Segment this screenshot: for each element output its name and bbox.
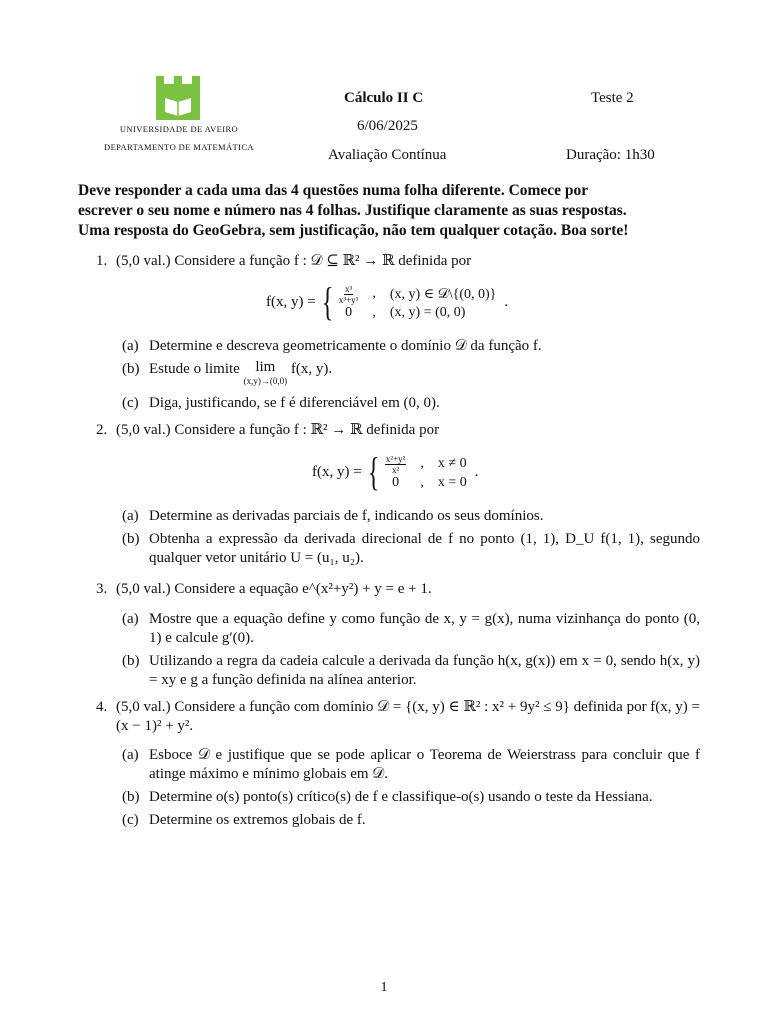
item-label: (b) bbox=[122, 531, 140, 547]
question-2 bbox=[96, 421, 700, 440]
left-brace: { bbox=[367, 449, 380, 494]
function-lhs: f(x, y) = bbox=[312, 463, 362, 480]
q3-item-b bbox=[122, 652, 700, 690]
q2-function-definition bbox=[312, 449, 479, 494]
page-number: 1 bbox=[380, 980, 388, 995]
numerator: x²+y² bbox=[385, 453, 406, 464]
instruction-line: escrever o seu nome e número nas 4 folhas. Justifique claramente as suas respostas. bbox=[78, 202, 627, 219]
case1-condition: (x, y) ∈ 𝒟\{(0, 0)} bbox=[389, 286, 497, 302]
question-number: 4. bbox=[96, 699, 108, 715]
question-intro: (5,0 val.) Considere a função f : ℝ² → ℝ definida por bbox=[116, 422, 440, 438]
q3-item-a bbox=[122, 610, 700, 648]
item-text: Estude o limite bbox=[149, 361, 240, 377]
q4-item-c bbox=[122, 811, 700, 830]
item-text: Obtenha a expressão da derivada direcional de f no ponto (1, 1), D_U f(1, 1), segundo qualquer vetor unitário U = (u₁, u₂). bbox=[149, 531, 700, 566]
item-text: Determine as derivadas parciais de f, indicando os seus domínios. bbox=[149, 508, 544, 524]
comma: , bbox=[372, 286, 376, 301]
item-text: Determine os extremos globais de f. bbox=[149, 812, 366, 828]
item-text: Utilizando a regra da cadeia calcule a derivada da função h(x, g(x)) em x = 0, sendo h(x, y) = xy e g a função definida na alínea anterior. bbox=[149, 653, 700, 688]
test-label: Teste 2 bbox=[591, 90, 634, 106]
case2-value: 0 bbox=[345, 304, 353, 320]
question-number: 2. bbox=[96, 422, 108, 438]
q4-item-b bbox=[122, 788, 700, 807]
instruction-line: Deve responder a cada uma das 4 questões numa folha diferente. Comece por bbox=[78, 182, 589, 199]
item-text: Diga, justificando, se f é diferenciável em (0, 0). bbox=[149, 395, 440, 411]
q1-function-definition bbox=[266, 279, 509, 324]
instructions bbox=[78, 181, 700, 241]
case2-condition: x = 0 bbox=[437, 474, 467, 490]
item-label: (a) bbox=[122, 611, 139, 627]
period: . bbox=[474, 463, 479, 480]
q1-items bbox=[122, 337, 700, 417]
q4-item-a bbox=[122, 746, 700, 784]
item-label: (a) bbox=[122, 747, 139, 763]
comma: , bbox=[420, 456, 424, 471]
university-logo bbox=[156, 76, 200, 120]
limit-operator: lim bbox=[255, 359, 276, 375]
denominator: x² bbox=[392, 464, 400, 475]
question-4 bbox=[96, 698, 700, 736]
numerator: x³ bbox=[345, 283, 353, 294]
university-name: UNIVERSIDADE DE AVEIRO bbox=[119, 124, 239, 134]
question-number: 1. bbox=[96, 253, 108, 269]
department-name: DEPARTAMENTO DE MATEMÁTICA bbox=[104, 142, 254, 152]
q2-items bbox=[122, 507, 700, 572]
case2-value: 0 bbox=[392, 474, 400, 490]
left-brace: { bbox=[321, 279, 334, 324]
item-label: (b) bbox=[122, 653, 140, 669]
case1-condition: x ≠ 0 bbox=[437, 456, 467, 471]
item-text: Determine e descreva geometricamente o domínio 𝒟 da função f. bbox=[149, 338, 542, 354]
case1-fraction bbox=[339, 284, 358, 305]
question-intro: (5,0 val.) Considere a função com domínio 𝒟 = {(x, y) ∈ ℝ² : x² + 9y² ≤ 9} definida por f(x, y) = (x − 1)² + y². bbox=[116, 699, 701, 734]
question-intro: (5,0 val.) Considere a função f : 𝒟 ⊆ ℝ² → ℝ definida por bbox=[116, 253, 472, 269]
q2-item-b bbox=[122, 530, 700, 568]
item-label: (b) bbox=[122, 361, 140, 377]
q3-items bbox=[122, 610, 700, 694]
comma: , bbox=[420, 474, 424, 490]
assessment-type: Avaliação Contínua bbox=[328, 147, 447, 163]
limit-expression bbox=[244, 360, 288, 388]
course-title: Cálculo II C bbox=[344, 90, 424, 106]
item-text: Esboce 𝒟 e justifique que se pode aplicar o Teorema de Weierstrass para concluir que f atinge máximo e mínimo globais em 𝒟. bbox=[149, 747, 700, 782]
q1-item-c bbox=[122, 394, 700, 413]
item-label: (b) bbox=[122, 789, 140, 805]
item-label: (c) bbox=[122, 812, 139, 828]
exam-date: 6/06/2025 bbox=[357, 118, 418, 134]
item-label: (c) bbox=[122, 395, 139, 411]
q4-items bbox=[122, 746, 700, 834]
case2-condition: (x, y) = (0, 0) bbox=[389, 304, 466, 320]
limit-subscript: (x,y)→(0,0) bbox=[243, 376, 288, 386]
question-intro: (5,0 val.) Considere a equação e^(x²+y²) + y = e + 1. bbox=[116, 581, 432, 597]
function-lhs: f(x, y) = bbox=[266, 293, 316, 310]
question-3 bbox=[96, 580, 700, 599]
question-number: 3. bbox=[96, 581, 108, 597]
period: . bbox=[504, 293, 509, 310]
case1-fraction bbox=[385, 454, 406, 475]
comma: , bbox=[372, 304, 376, 320]
item-text: f(x, y). bbox=[290, 361, 333, 377]
question-1 bbox=[96, 252, 700, 271]
q1-item-b bbox=[122, 360, 700, 390]
instruction-line: Uma resposta do GeoGebra, sem justificação, não tem qualquer cotação. Boa sorte! bbox=[78, 222, 629, 239]
item-text: Determine o(s) ponto(s) crítico(s) de f e classifique-o(s) usando o teste da Hessiana. bbox=[149, 789, 653, 805]
item-label: (a) bbox=[122, 508, 139, 524]
item-label: (a) bbox=[122, 338, 139, 354]
item-text: Mostre que a equação define y como função de x, y = g(x), numa vizinhança do ponto (0, 1) e calcule g′(0). bbox=[149, 611, 700, 646]
q2-item-a bbox=[122, 507, 700, 526]
duration-label: Duração: 1h30 bbox=[566, 147, 655, 163]
q1-item-a bbox=[122, 337, 700, 356]
denominator: x³+y³ bbox=[338, 294, 359, 305]
